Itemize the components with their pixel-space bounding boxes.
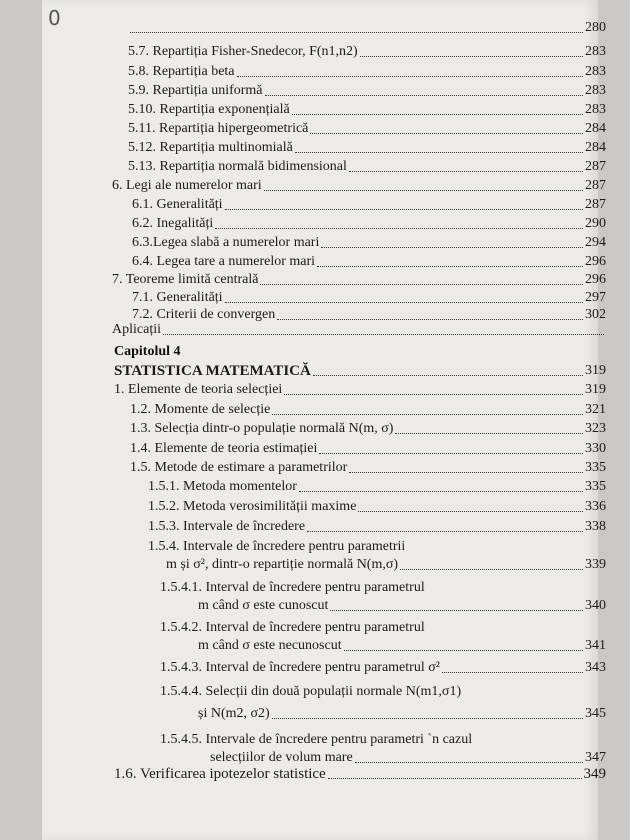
toc-entry-label: 7. Teoreme limită centrală bbox=[112, 272, 259, 287]
pencil-mark: 0 bbox=[48, 6, 61, 30]
toc-entry bbox=[114, 382, 606, 398]
toc-entry-label: 6. Legi ale numerelor mari bbox=[112, 178, 262, 193]
toc-entry-page: 296 bbox=[585, 272, 606, 287]
toc-entry-label: 1.5.4.3. Interval de încredere pentru parametrul σ² bbox=[160, 660, 440, 675]
toc-entry-page: 280 bbox=[585, 20, 606, 35]
toc-entry bbox=[210, 750, 606, 766]
toc-entry-label: 6.4. Legea tare a numerelor mari bbox=[132, 254, 316, 269]
toc-entry-page: 283 bbox=[585, 102, 606, 117]
toc-entry-label: 6.3.Legea slabă a numerelor mari bbox=[132, 235, 320, 250]
leader-dots bbox=[328, 778, 582, 779]
toc-entry-page: 330 bbox=[585, 441, 606, 456]
toc-entry-label: 1.5.1. Metoda momentelor bbox=[148, 479, 297, 494]
toc-entry-label-line2: m când σ este necunoscut bbox=[198, 638, 342, 653]
leader-dots bbox=[355, 762, 583, 763]
leader-dots bbox=[215, 228, 583, 229]
leader-dots bbox=[313, 375, 583, 376]
leader-dots bbox=[319, 453, 583, 454]
leader-dots bbox=[344, 650, 583, 651]
toc-entry-label: 1. Elemente de teoria selecției bbox=[114, 382, 283, 397]
toc-entry-page: 283 bbox=[585, 44, 606, 59]
chapter-label: Capitolul 4 bbox=[114, 344, 181, 359]
toc-entry-label: 5.8. Repartiția beta bbox=[128, 64, 235, 79]
toc-entry-page: 284 bbox=[585, 140, 606, 155]
toc-entry-label: 7.2. Criterii de convergen bbox=[132, 307, 276, 322]
toc-entry-label-line1: 1.5.4.2. Interval de încredere pentru parametrul bbox=[160, 620, 425, 635]
toc-entry-page: 335 bbox=[585, 460, 606, 475]
toc-entry bbox=[160, 660, 606, 676]
toc-entry-label-line2: și N(m2, σ2) bbox=[198, 706, 270, 721]
toc-entry-label: 6.2. Inegalități bbox=[132, 216, 214, 231]
toc-entry-page: 319 bbox=[585, 363, 606, 378]
toc-entry-page: 339 bbox=[585, 557, 606, 572]
toc-entry-label: 1.4. Elemente de teoria estimației bbox=[130, 441, 318, 456]
leader-dots bbox=[265, 95, 583, 96]
table-of-contents bbox=[42, 0, 606, 840]
leader-dots bbox=[400, 569, 583, 570]
leader-dots bbox=[225, 209, 583, 210]
leader-dots bbox=[442, 672, 583, 673]
toc-entry bbox=[132, 290, 606, 306]
toc-entry-label-line2: m și σ², dintr-o repartiție normală N(m,σ) bbox=[166, 557, 399, 572]
toc-entry-label: 7.1. Generalități bbox=[132, 290, 223, 305]
toc-entry-page: 283 bbox=[585, 83, 606, 98]
toc-entry bbox=[128, 102, 606, 118]
toc-entry-label-line2: selecțiilor de volum mare bbox=[210, 750, 353, 765]
toc-entry bbox=[130, 460, 606, 476]
toc-entry bbox=[166, 557, 606, 573]
toc-entry-page: 302 bbox=[585, 307, 606, 322]
toc-entry-page: 297 bbox=[585, 290, 606, 305]
toc-entry-label: 5.7. Repartiția Fisher-Snedecor, F(n1,n2) bbox=[128, 44, 358, 59]
toc-entry-page: 343 bbox=[585, 660, 606, 675]
toc-entry-label: 1.2. Momente de selecție bbox=[130, 402, 271, 417]
leader-dots bbox=[260, 284, 583, 285]
toc-entry bbox=[132, 235, 606, 251]
toc-entry-page: 284 bbox=[585, 121, 606, 136]
leader-dots bbox=[277, 319, 583, 320]
toc-entry-label: 1.5.3. Intervale de încredere bbox=[148, 519, 306, 534]
leader-dots bbox=[295, 152, 583, 153]
toc-entry-label: 1.3. Selecția dintr-o populație normală N(m, σ) bbox=[130, 421, 394, 436]
toc-entry bbox=[128, 20, 606, 36]
toc-entry bbox=[112, 322, 606, 338]
leader-dots bbox=[358, 511, 583, 512]
leader-dots bbox=[330, 610, 583, 611]
toc-entry bbox=[148, 519, 606, 535]
toc-entry-label: 1.6. Verificarea ipotezelor statistice bbox=[114, 766, 326, 782]
toc-entry bbox=[112, 272, 606, 288]
toc-entry-page: 349 bbox=[583, 766, 606, 782]
toc-entry-label: Aplicații bbox=[112, 322, 161, 337]
toc-entry bbox=[128, 64, 606, 80]
toc-entry-label: 5.13. Repartiția normală bidimensional bbox=[128, 159, 347, 174]
toc-entry-label: 1.5.2. Metoda verosimilității maxime bbox=[148, 499, 357, 514]
toc-entry bbox=[198, 706, 606, 722]
toc-entry-label: 6.1. Generalități bbox=[132, 197, 223, 212]
toc-entry-label: 5.10. Repartiția exponențială bbox=[128, 102, 290, 117]
toc-entry bbox=[132, 307, 606, 323]
toc-entry-page: 287 bbox=[585, 159, 606, 174]
leader-dots bbox=[225, 302, 583, 303]
toc-entry-label: 5.12. Repartiția multinomială bbox=[128, 140, 293, 155]
toc-entry bbox=[112, 178, 606, 194]
toc-entry bbox=[132, 216, 606, 232]
toc-entry-page: 283 bbox=[585, 64, 606, 79]
leader-dots bbox=[130, 32, 583, 33]
toc-entry bbox=[128, 121, 606, 137]
toc-entry bbox=[132, 254, 606, 270]
toc-entry-label-line1: 1.5.4.5. Intervale de încredere pentru parametri `n cazul bbox=[160, 732, 473, 747]
toc-entry-page: 336 bbox=[585, 499, 606, 514]
leader-dots bbox=[395, 433, 583, 434]
toc-entry-page: 335 bbox=[585, 479, 606, 494]
toc-entry-label: 1.5. Metode de estimare a parametrilor bbox=[130, 460, 348, 475]
toc-entry bbox=[128, 83, 606, 99]
toc-entry-page: 319 bbox=[585, 382, 606, 397]
toc-entry-page: 290 bbox=[585, 216, 606, 231]
toc-entry-page: 341 bbox=[585, 638, 606, 653]
leader-dots bbox=[317, 266, 583, 267]
toc-entry bbox=[128, 44, 606, 60]
toc-entry bbox=[130, 441, 606, 457]
book-page bbox=[42, 0, 606, 840]
toc-entry-label-line2: m când σ este cunoscut bbox=[198, 598, 329, 613]
toc-entry-label: 5.9. Repartiția uniformă bbox=[128, 83, 263, 98]
toc-entry-page: 347 bbox=[585, 750, 606, 765]
leader-dots bbox=[349, 472, 583, 473]
toc-entry-page: 321 bbox=[585, 402, 606, 417]
leader-dots bbox=[264, 190, 583, 191]
toc-entry bbox=[148, 499, 606, 515]
toc-entry bbox=[130, 402, 606, 418]
toc-entry bbox=[198, 638, 606, 654]
toc-entry-label-line1: 1.5.4.1. Interval de încredere pentru parametrul bbox=[160, 580, 425, 595]
toc-entry bbox=[114, 766, 606, 782]
toc-entry-page: 294 bbox=[585, 235, 606, 250]
leader-dots bbox=[307, 531, 583, 532]
toc-entry-page: 323 bbox=[585, 421, 606, 436]
chapter-title-entry bbox=[114, 363, 606, 379]
leader-dots bbox=[321, 247, 583, 248]
toc-entry-label-line1: 1.5.4.4. Selecții din două populații normale N(m1,σ1) bbox=[160, 684, 462, 699]
toc-entry-page: 345 bbox=[585, 706, 606, 721]
leader-dots bbox=[284, 394, 583, 395]
leader-dots bbox=[237, 76, 583, 77]
toc-entry-page: 287 bbox=[585, 178, 606, 193]
toc-entry-page: 338 bbox=[585, 519, 606, 534]
leader-dots bbox=[163, 334, 604, 335]
toc-entry-page: 287 bbox=[585, 197, 606, 212]
toc-entry bbox=[128, 140, 606, 156]
toc-entry bbox=[130, 421, 606, 437]
toc-entry-page: 296 bbox=[585, 254, 606, 269]
leader-dots bbox=[360, 56, 583, 57]
chapter-title: STATISTICA MATEMATICĂ bbox=[114, 363, 311, 379]
toc-entry-page: 340 bbox=[585, 598, 606, 613]
toc-entry bbox=[148, 479, 606, 495]
leader-dots bbox=[272, 718, 583, 719]
leader-dots bbox=[292, 114, 583, 115]
leader-dots bbox=[310, 133, 583, 134]
leader-dots bbox=[272, 414, 583, 415]
toc-entry-label-line1: 1.5.4. Intervale de încredere pentru parametrii bbox=[148, 539, 406, 554]
toc-entry bbox=[198, 598, 606, 614]
toc-entry bbox=[128, 159, 606, 175]
leader-dots bbox=[299, 491, 583, 492]
toc-entry bbox=[132, 197, 606, 213]
toc-entry-label: 5.11. Repartiția hipergeometrică bbox=[128, 121, 309, 136]
leader-dots bbox=[349, 171, 583, 172]
